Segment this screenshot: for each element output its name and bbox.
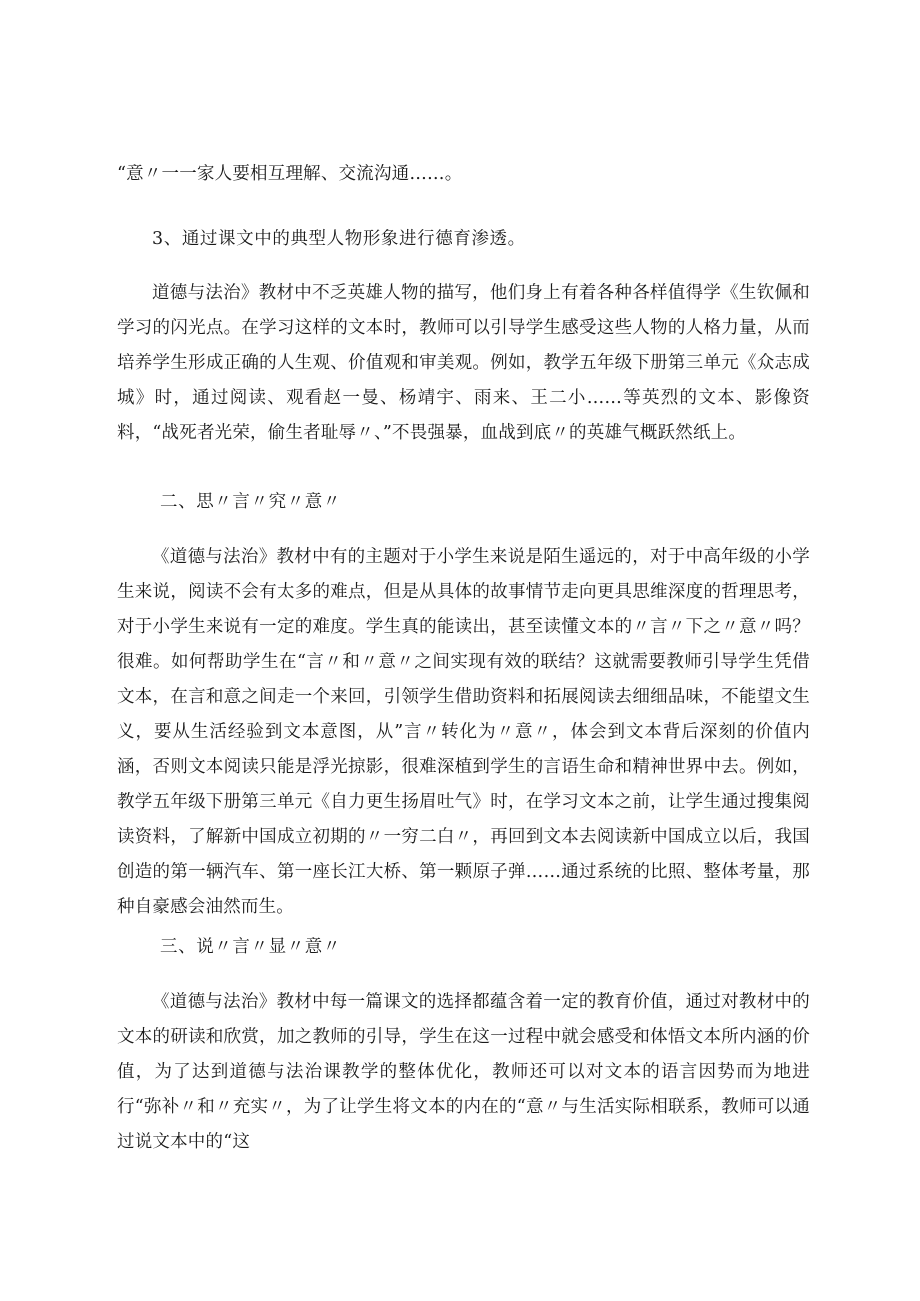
paragraph-think-words-meaning: 《道德与法治》教材中有的主题对于小学生来说是陌生遥远的，对于中高年级的小学生来说，阅读不会有太多的难点，但是从具体的故事情节走向更具思维深度的哲理思考，对于小学生来说有一定的难度。学生真的能读出，甚至读懂文本的〃言〃下之〃意〃吗？很难。如何帮助学生在“言〃和〃意〃之间实现有效的联结？这就需要教师引导学生凭借文本，在言和意之间走一个来回，引领学生借助资料和拓展阅读去细细品味，不能望文生义，要从生活经验到文本意图，从”言〃转化为〃意〃，体会到文本背后深刻的价值内涵，否则文本阅读只能是浮光掠影，很难深植到学生的言语生命和精神世界中去。例如，教学五年级下册第三单元《自力更生扬眉吐气》时，在学习文本之前，让学生通过搜集阅读资料，了解新中国成立初期的〃一穷二白〃，再回到文本去阅读新中国成立以后，我国创造的第一辆汽车、第一座长江大桥、第一颗原子弹……通过系统的比照、整体考量，那种自豪感会油然而生。 (117, 547, 810, 917)
paragraph-speak-words-meaning: 《道德与法治》教材中每一篇课文的选择都蕴含着一定的教育价值，通过对教材中的文本的研读和欣赏，加之教师的引导，学生在这一过程中就会感受和体悟文本所内涵的价值，为了达到道德与法治课教学的整体优化，教师还可以对文本的语言因势而为地进行“弥补〃和〃充实〃，为了让学生将文本的内在的“意〃与生活实际相联系，教师可以通过说文本中的“这 (117, 992, 810, 1152)
paragraph-family-communication: “意〃一一家人要相互理解、交流沟通……。 (117, 164, 463, 184)
section-heading-three: 三、说〃言〃显〃意〃 (160, 937, 341, 957)
section-heading-two: 二、思〃言〃究〃意〃 (160, 492, 341, 512)
paragraph-heroic-characters: 道德与法治》教材中不乏英雄人物的描写，他们身上有着各种各样值得学《生钦佩和学习的闪光点。在学习这样的文本时，教师可以引导学生感受这些人物的人格力量，从而培养学生形成正确的人生观、价值观和审美观。例如，教学五年级下册第三单元《众志成城》时，通过阅读、观看赵一曼、杨靖宇、雨来、王二小……等英烈的文本、影像资料，“战死者光荣，偷生者耻辱〃、”不畏强暴，血战到底〃的英雄气概跃然纸上。 (117, 283, 810, 443)
subheading-typical-characters: 3、通过课文中的典型人物形象进行德育渗透。 (152, 229, 526, 249)
